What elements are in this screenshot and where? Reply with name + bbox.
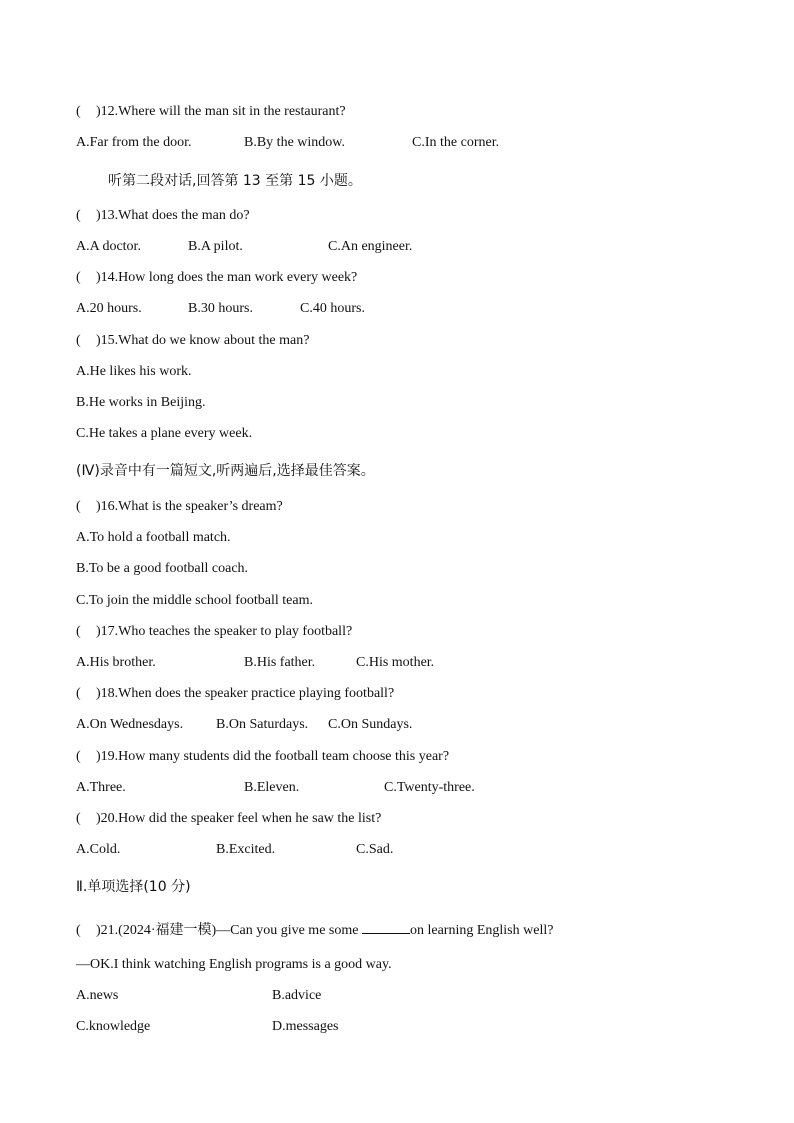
question-13-stem: ( )13.What does the man do?	[76, 208, 250, 223]
q14-option-b: B.30 hours.	[188, 301, 253, 316]
question-20-stem: ( )20.How did the speaker feel when he saw the list?	[76, 811, 382, 826]
question-21-stem: ( )21.(2024·福建一模)—Can you give me some on learning English well?	[76, 923, 554, 938]
question-19-stem: ( )19.How many students did the football team choose this year?	[76, 749, 450, 764]
q17-option-b: B.His father.	[244, 655, 316, 670]
fill-in-blank[interactable]	[362, 921, 410, 934]
answer-paren[interactable]: (	[76, 624, 81, 639]
section-2-instruction: 听第二段对话,回答第 13 至第 15 小题。	[108, 173, 362, 189]
q17-option-a: A.His brother.	[76, 655, 156, 670]
q16-option-b: B.To be a good football coach.	[76, 561, 249, 576]
question-12-stem: ( )12.Where will the man sit in the restaurant?	[76, 104, 346, 119]
q20-option-b: B.Excited.	[216, 842, 276, 857]
q18-option-b: B.On Saturdays.	[216, 717, 309, 732]
q13-option-a: A.A doctor.	[76, 239, 141, 254]
q13-option-c: C.An engineer.	[328, 239, 413, 254]
q15-option-b: B.He works in Beijing.	[76, 395, 206, 410]
q19-option-c: C.Twenty-three.	[384, 780, 475, 795]
q21-option-a: A.news	[76, 988, 119, 1003]
q15-option-c: C.He takes a plane every week.	[76, 426, 253, 441]
answer-paren[interactable]: (	[76, 686, 81, 701]
q21-reply: —OK.I think watching English programs is a good way.	[76, 957, 392, 972]
answer-paren[interactable]: (	[76, 499, 81, 514]
answer-paren[interactable]: (	[76, 923, 81, 938]
question-16-stem: ( )16.What is the speaker’s dream?	[76, 499, 283, 514]
q16-option-c: C.To join the middle school football team.	[76, 593, 313, 608]
q20-option-c: C.Sad.	[356, 842, 394, 857]
q12-option-a: A.Far from the door.	[76, 135, 192, 150]
q14-option-c: C.40 hours.	[300, 301, 365, 316]
q21-option-c: C.knowledge	[76, 1019, 151, 1034]
q16-option-a: A.To hold a football match.	[76, 530, 231, 545]
q13-option-b: B.A pilot.	[188, 239, 243, 254]
answer-paren[interactable]: (	[76, 104, 81, 119]
answer-paren[interactable]: (	[76, 333, 81, 348]
q21-option-d: D.messages	[272, 1019, 339, 1034]
q19-option-b: B.Eleven.	[244, 780, 300, 795]
q14-option-a: A.20 hours.	[76, 301, 142, 316]
question-18-stem: ( )18.When does the speaker practice playing football?	[76, 686, 395, 701]
q18-option-c: C.On Sundays.	[328, 717, 413, 732]
q12-option-b: B.By the window.	[244, 135, 345, 150]
q19-option-a: A.Three.	[76, 780, 126, 795]
q21-option-b: B.advice	[272, 988, 322, 1003]
answer-paren[interactable]: (	[76, 811, 81, 826]
q12-option-c: C.In the corner.	[412, 135, 500, 150]
question-14-stem: ( )14.How long does the man work every week?	[76, 270, 358, 285]
answer-paren[interactable]: (	[76, 208, 81, 223]
q18-option-a: A.On Wednesdays.	[76, 717, 184, 732]
q15-option-a: A.He likes his work.	[76, 364, 192, 379]
answer-paren[interactable]: (	[76, 270, 81, 285]
part-4-instruction: (Ⅳ)录音中有一篇短文,听两遍后,选择最佳答案。	[76, 463, 375, 479]
question-15-stem: ( )15.What do we know about the man?	[76, 333, 310, 348]
part-2-title: Ⅱ.单项选择(10 分)	[76, 879, 191, 895]
q17-option-c: C.His mother.	[356, 655, 435, 670]
question-17-stem: ( )17.Who teaches the speaker to play football?	[76, 624, 353, 639]
q20-option-a: A.Cold.	[76, 842, 121, 857]
answer-paren[interactable]: (	[76, 749, 81, 764]
